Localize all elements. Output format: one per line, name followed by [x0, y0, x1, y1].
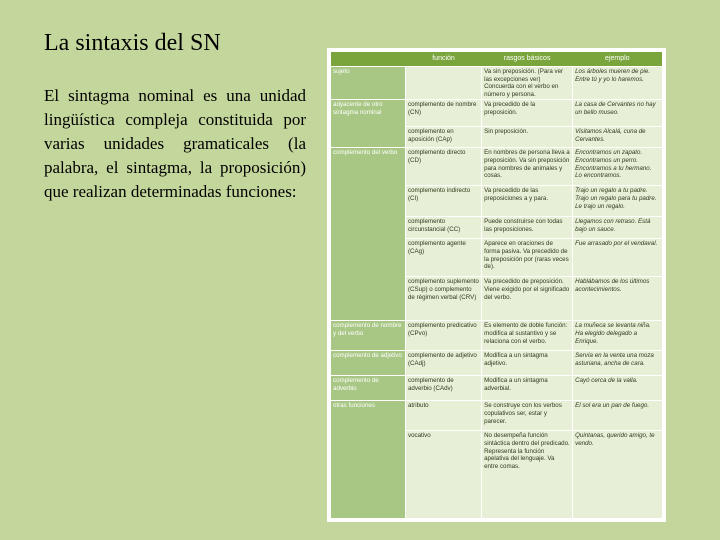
- function-cell: complemento de nombre (CN): [405, 100, 481, 127]
- syntax-table-image: [327, 48, 666, 522]
- slide-body-text: El sintagma nominal es una unidad lingüística compleja constituida por varias unidades gramaticales (la palabra, el sintagma, la proposición) que realizan determinadas funciones:: [44, 86, 306, 201]
- function-cell: complemento directo (CD): [405, 148, 481, 186]
- features-cell: Puede construirse con todas las preposiciones.: [482, 217, 573, 239]
- function-cell: vocativo: [405, 431, 481, 518]
- features-cell: Va precedido de preposición. Viene exigido por el significado del verbo.: [482, 277, 573, 321]
- function-cell: complemento de adverbio (CAdv): [405, 376, 481, 401]
- table-row: [331, 67, 662, 100]
- example-cell: Quintanas, querido amigo, te vendo.: [573, 431, 662, 518]
- table-header-ejemplo: ejemplo: [573, 52, 662, 67]
- category-cell: adyacente de otro sintagma nominal: [331, 100, 405, 148]
- function-cell: [405, 67, 481, 100]
- syntax-functions-table: [331, 52, 662, 518]
- table-header-blank: [331, 52, 405, 67]
- function-cell: complemento agente (CAg): [405, 239, 481, 277]
- features-cell: Es elemento de doble función: modifica al sustantivo y se relaciona con el verbo.: [482, 321, 573, 351]
- example-cell: Los árboles mueren de pie. Entre tú y yo lo haremos.: [573, 67, 662, 100]
- slide-title: La sintaxis del SN: [44, 30, 221, 56]
- features-cell: En nombres de persona lleva a preposición. Va sin preposición para nombres de animales y cosas.: [482, 148, 573, 186]
- table-header-rasgos: rasgos básicos: [482, 52, 573, 67]
- example-cell: Visitamos Alcalá, cuna de Cervantes.: [573, 127, 662, 148]
- category-cell: complemento de adverbio: [331, 376, 405, 401]
- example-cell: Encontramos un zapato. Encontramos un perro. Encontramos a tu hermano. Lo encontramos.: [573, 148, 662, 186]
- features-cell: Modifica a un sintagma adverbial.: [482, 376, 573, 401]
- function-cell: atributo: [405, 401, 481, 431]
- function-cell: complemento predicativo (CPvo): [405, 321, 481, 351]
- features-cell: Va precedido de la preposición.: [482, 100, 573, 127]
- function-cell: complemento de adjetivo (CAdj): [405, 351, 481, 376]
- features-cell: Modifica a un sintagma adjetivo.: [482, 351, 573, 376]
- table-row: [331, 351, 662, 376]
- function-cell: complemento indirecto (CI): [405, 186, 481, 217]
- example-cell: Hablábamos de los últimos acontecimientos.: [573, 277, 662, 321]
- table-row: [331, 376, 662, 401]
- example-cell: Cayó cerca de la valla.: [573, 376, 662, 401]
- table-row: [331, 100, 662, 127]
- table-row: [331, 321, 662, 351]
- example-cell: Servía en la venta una moza asturiana, ancha de cara.: [573, 351, 662, 376]
- features-cell: No desempeña función sintáctica dentro del predicado. Representa la función apelativa del lenguaje. Va entre comas.: [482, 431, 573, 518]
- table-row: [331, 148, 662, 186]
- example-cell: La muñeca se levanta niña. Ha elegido delegado a Enrique.: [573, 321, 662, 351]
- category-cell: otras funciones: [331, 401, 405, 518]
- features-cell: Sin preposición.: [482, 127, 573, 148]
- features-cell: Se construye con los verbos copulativos ser, estar y parecer.: [482, 401, 573, 431]
- category-cell: sujeto: [331, 67, 405, 100]
- function-cell: complemento circunstancial (CC): [405, 217, 481, 239]
- table-header-row: [331, 52, 662, 67]
- function-cell: complemento en aposición (CAp): [405, 127, 481, 148]
- category-cell: complemento del verbo: [331, 148, 405, 321]
- table-header-funcion: función: [405, 52, 481, 67]
- function-cell: complemento suplemento (CSup) o complemento de régimen verbal (CRV): [405, 277, 481, 321]
- example-cell: El sol era un pan de fuego.: [573, 401, 662, 431]
- category-cell: complemento de nombre y del verbo: [331, 321, 405, 351]
- category-cell: complemento de adjetivo: [331, 351, 405, 376]
- example-cell: Trajo un regalo a tu padre. Trajo un regalo para tu padre. Le trajo un regalo.: [573, 186, 662, 217]
- features-cell: Va precedido de las preposiciones a y para.: [482, 186, 573, 217]
- example-cell: Fue arrasado por el vendaval.: [573, 239, 662, 277]
- example-cell: Llegamos con retraso. Está bajo un sauce.: [573, 217, 662, 239]
- features-cell: Aparece en oraciones de forma pasiva. Va precedido de la preposición por (raras veces de).: [482, 239, 573, 277]
- example-cell: La casa de Cervantes no hay un bello museo.: [573, 100, 662, 127]
- table-row: [331, 401, 662, 431]
- features-cell: Va sin preposición. (Para ver las excepciones ver) Concuerda con el verbo en número y persona.: [482, 67, 573, 100]
